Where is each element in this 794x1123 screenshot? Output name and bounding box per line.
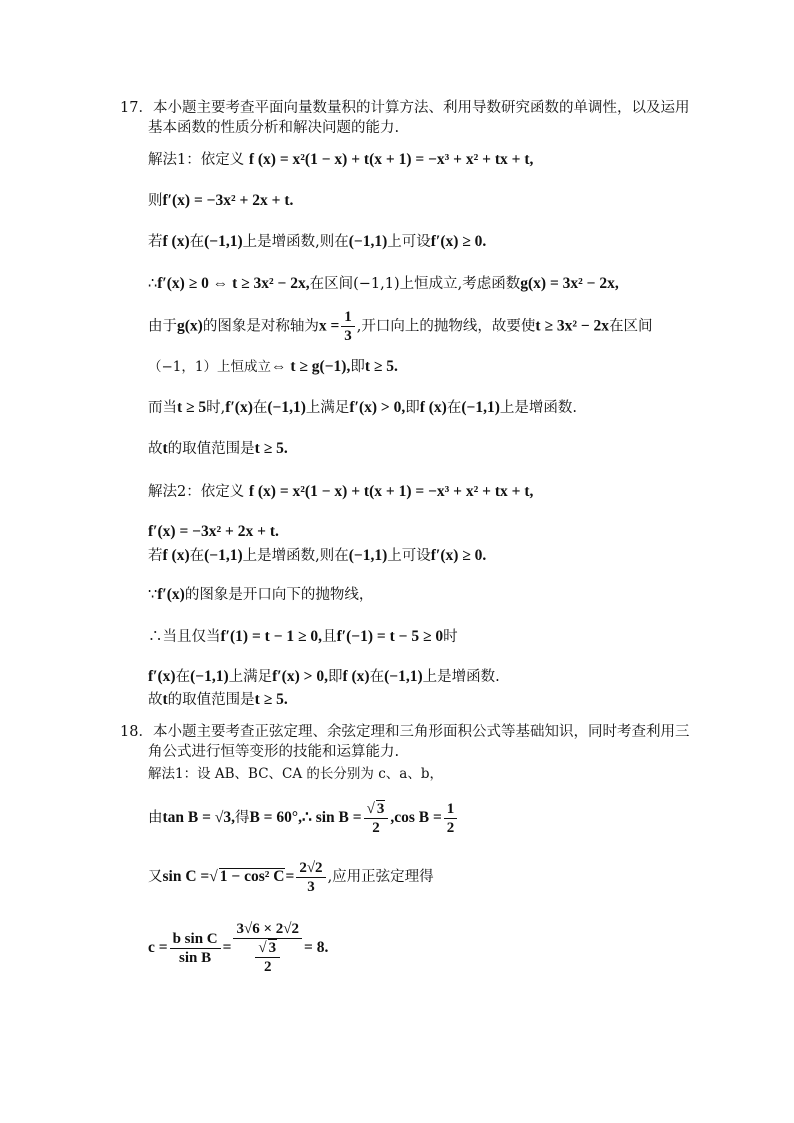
interval: (−1,1)	[204, 233, 243, 250]
fraction-denominator	[233, 939, 302, 976]
interval: (−1,1)	[190, 668, 229, 685]
since-text: 由于	[148, 318, 177, 335]
increasing-text: 上是增函数.	[499, 400, 577, 416]
when-text: 时	[443, 629, 458, 645]
hence-text: 故	[148, 692, 163, 708]
f-prime: f′(x)	[225, 399, 253, 416]
sin-c-label: sin C =	[162, 868, 210, 885]
interval: (−1,1)	[204, 547, 243, 564]
p17-m1-converse	[148, 398, 577, 418]
also-text: 又	[148, 869, 163, 885]
g-definition: g(x) = 3x² − 2x,	[520, 275, 619, 292]
fraction-numerator	[255, 939, 280, 958]
and-text: 且	[322, 629, 337, 645]
fraction-sine-law	[170, 930, 221, 967]
equivalence-formula: f′(x) ≥ 0 ⇔ t ≥ 3x² − 2x,	[157, 275, 310, 292]
fraction-denominator: 2	[372, 819, 380, 836]
namely-text: 即	[405, 400, 420, 416]
tan-b-formula: tan B = √3,	[162, 809, 235, 826]
p17-m2-condition	[148, 627, 458, 647]
radical-sign: √	[209, 868, 218, 885]
fx: f (x)	[342, 668, 370, 685]
derivative-nonneg: f′(x) ≥ 0.	[430, 233, 487, 250]
sqrt-expression	[209, 868, 285, 885]
fraction-numerator: 2√2	[296, 859, 325, 878]
p17-m1-final	[148, 439, 288, 459]
p18-intro-line1: 18．本小题主要考查正弦定理、余弦定理和三角形面积公式等基础知识，同时考查利用三	[120, 724, 690, 740]
radical-sign: √	[366, 800, 375, 817]
get-text: 得	[234, 810, 250, 826]
on-text: 在	[446, 400, 462, 416]
converse-text: 而当	[148, 400, 177, 416]
interval: (−1,1)	[348, 547, 388, 564]
condition-formula: t ≥ 3x² − 2x	[535, 317, 610, 335]
range-text: 的取值范围是	[167, 692, 255, 708]
interval: (−1,1)	[384, 668, 423, 685]
namely-text: 即	[350, 359, 365, 375]
fraction-sin-c	[296, 859, 325, 896]
fraction-one-third	[341, 308, 355, 345]
graph-down-text: 的图象是开口向下的抛物线，	[184, 587, 374, 603]
t-ge-5: t ≥ 5.	[364, 358, 398, 375]
radicand: 3	[268, 940, 277, 956]
t-variable: t	[162, 691, 168, 708]
p17-m2-increasing	[148, 546, 486, 566]
holds-consider: 在区间(−1,1)上恒成立,考虑函数	[309, 276, 521, 292]
on-text: 在	[189, 548, 205, 564]
on-text: 在	[175, 669, 191, 685]
p18-tan-line	[148, 798, 459, 838]
can-set: 上可设	[387, 234, 431, 250]
converse-when: 时,	[206, 400, 226, 416]
cos-b-label: ,cos B =	[390, 809, 442, 826]
namely-text: 即	[327, 669, 343, 685]
interval: (−1,1)	[267, 399, 306, 416]
apply-text: ,应用正弦定理得	[327, 869, 434, 885]
fraction-sqrt3-over-2	[364, 800, 389, 837]
satisfies-text: 上满足	[228, 669, 273, 685]
on-text: 在	[369, 669, 385, 685]
p17-m1-equivalence	[148, 274, 619, 294]
range-text: 的取值范围是	[167, 441, 255, 457]
p18-m1-label: 解法1：设 AB、BC、CA 的长分别为 c、a、b，	[148, 766, 443, 782]
p18-sinc-line	[148, 857, 434, 897]
m2-label: 解法2：依定义	[148, 484, 245, 500]
b-equals-60: B = 60°,	[249, 809, 302, 826]
fx: f (x)	[162, 547, 190, 564]
interval-text: （−1，1）上恒成立	[148, 359, 271, 375]
increasing-then: 上是增函数,则在	[242, 234, 349, 250]
radicand: 1 − cos² C	[219, 868, 285, 885]
because-symbol: ∵	[148, 587, 158, 603]
p17-m2-definition	[148, 482, 533, 502]
p17-m2-parabola	[148, 585, 373, 605]
derivative-formula: f′(x) = −3x² + 2x + t.	[162, 192, 294, 209]
on-text: 在	[189, 234, 205, 250]
fraction-denominator: 2	[263, 959, 272, 975]
p18-c-line	[148, 916, 328, 980]
f-prime: f′(x)	[148, 668, 176, 685]
m1-def-formula: f (x) = x²(1 − x) + t(x + 1) = −x³ + x² + tx + t,	[248, 151, 534, 168]
p17-m2-final	[148, 690, 288, 710]
interval: (−1,1)	[461, 399, 500, 416]
m2-def-formula: f (x) = x²(1 − x) + t(x + 1) = −x³ + x² + tx + t,	[248, 483, 534, 500]
t-ge-5: t ≥ 5.	[254, 691, 288, 708]
x-equals: x =	[318, 317, 340, 335]
fraction-compound	[233, 920, 302, 976]
fraction-denominator: sin B	[179, 949, 212, 966]
equals-sign: =	[222, 939, 232, 956]
sin-b-label: ∴ sin B =	[301, 809, 362, 826]
iff-text: ∴当且仅当	[148, 629, 221, 645]
fraction-denominator: 3	[307, 878, 315, 895]
f-prime: f′(x)	[157, 586, 185, 603]
p17-m2-derivative	[148, 522, 279, 542]
therefore-symbol: ∴	[148, 276, 158, 292]
fx: f (x)	[162, 233, 190, 250]
t-variable: t	[162, 440, 168, 457]
gx: g(x)	[177, 317, 203, 335]
derivative-positive: f′(x) > 0,	[349, 399, 406, 416]
p17-intro-line1: 17．本小题主要考查平面向量数量积的计算方法、利用导数研究函数的单调性，以及运用	[120, 100, 690, 116]
if-text: 若	[148, 234, 163, 250]
radicand: 3	[376, 800, 385, 817]
c-equals: c =	[148, 939, 168, 956]
interval: (−1,1)	[348, 233, 388, 250]
derivative-nonneg: f′(x) ≥ 0.	[430, 547, 487, 564]
if-text: 若	[148, 548, 163, 564]
can-set: 上可设	[387, 548, 431, 564]
fx: f (x)	[419, 399, 447, 416]
derivative-formula: f′(x) = −3x² + 2x + t.	[148, 523, 279, 540]
p17-m1-conclusion-step	[148, 357, 398, 377]
from-text: 由	[148, 810, 163, 826]
fraction-numerator: 3√6 × 2√2	[233, 920, 302, 939]
fraction-denominator: 2	[446, 819, 455, 836]
satisfies-text: 上满足	[305, 400, 350, 416]
graph-axis-text: 的图象是对称轴为	[202, 318, 319, 335]
fraction-numerator: 1	[341, 308, 355, 327]
open-up-text: ,开口向上的抛物线，故要使	[356, 318, 536, 335]
t-ge-5: t ≥ 5.	[254, 440, 288, 457]
fraction-numerator: 1	[444, 800, 458, 819]
equivalence-g: ⇔ t ≥ g(−1),	[271, 358, 351, 375]
t-ge-5: t ≥ 5	[177, 399, 207, 416]
fraction-sqrt3-over-2	[255, 939, 280, 976]
p17-intro-line2: 基本函数的性质分析和解决问题的能力.	[148, 120, 400, 136]
p17-m1-increasing	[148, 232, 486, 252]
radical-sign: √	[258, 940, 267, 956]
equals-sign: =	[285, 868, 295, 885]
condition-two: f′(−1) = t − 5 ≥ 0	[336, 628, 444, 645]
on-text: 在	[252, 400, 268, 416]
condition-one: f′(1) = t − 1 ≥ 0,	[220, 628, 323, 645]
fraction-denominator: 3	[344, 328, 352, 344]
p17-m1-derivative	[148, 191, 293, 211]
p17-m2-result	[148, 667, 500, 687]
in-interval-text: 在区间	[609, 318, 653, 335]
m1-label: 解法1：依定义	[148, 152, 245, 168]
p18-intro-line2: 角公式进行恒等变形的技能和运算能力.	[148, 744, 400, 760]
c-result: = 8.	[303, 939, 329, 956]
p17-m1-symmetry	[148, 308, 653, 345]
then-text: 则	[148, 193, 163, 209]
hence-text: 故	[148, 441, 163, 457]
fraction-numerator: b sin C	[170, 930, 221, 949]
p17-m1-definition	[148, 150, 533, 170]
increasing-then: 上是增函数,则在	[242, 548, 349, 564]
fraction-one-half	[444, 800, 458, 837]
increasing-text: 上是增函数.	[422, 669, 500, 685]
fraction-numerator	[364, 800, 389, 819]
derivative-positive: f′(x) > 0,	[272, 668, 328, 685]
